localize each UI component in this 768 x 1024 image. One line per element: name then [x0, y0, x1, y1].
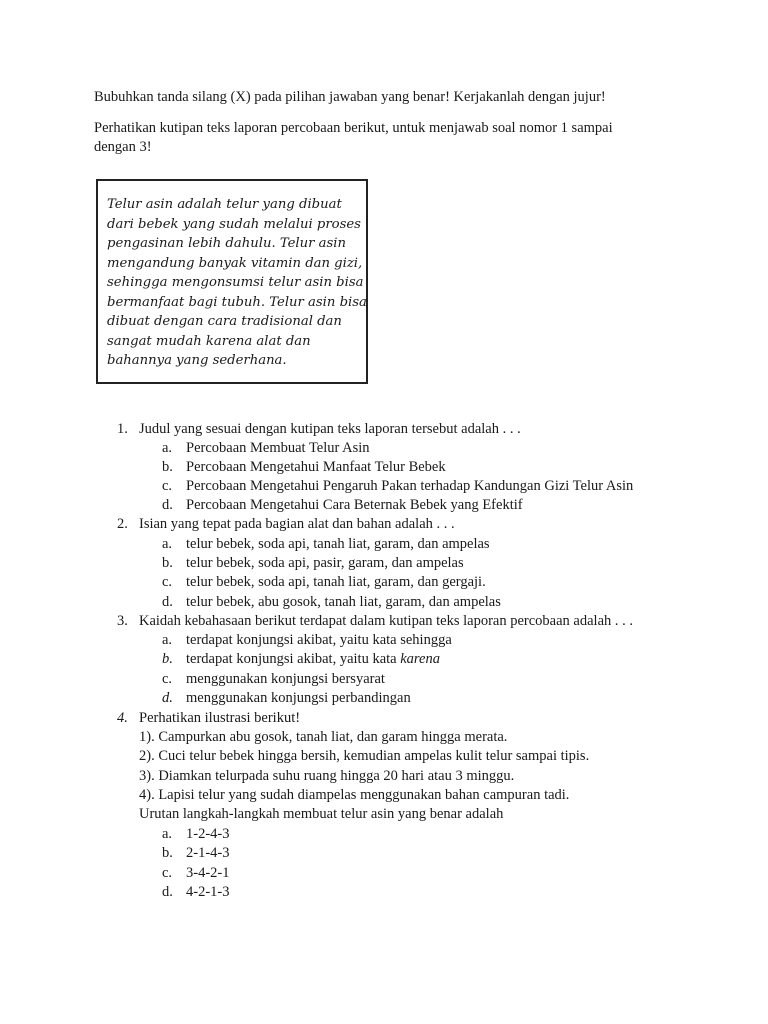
excerpt-box — [96, 179, 368, 384]
instruction-text: Bubuhkan tanda silang (X) pada pilihan jawaban yang benar! Kerjakanlah dengan jujur! — [94, 89, 606, 105]
question-number: 4. — [117, 710, 128, 726]
option-text: Percobaan Mengetahui Manfaat Telur Bebek — [186, 459, 446, 475]
excerpt-line: Telur asin adalah telur yang dibuat — [107, 197, 342, 212]
question-text: Judul yang sesuai dengan kutipan teks laporan tersebut adalah . . . — [139, 421, 521, 437]
intro-text-line-2: dengan 3! — [94, 139, 152, 155]
option-text: telur bebek, soda api, tanah liat, garam, dan ampelas — [186, 536, 490, 552]
option-text: Percobaan Membuat Telur Asin — [186, 440, 370, 456]
option-letter: c. — [162, 574, 173, 590]
question-text: Isian yang tepat pada bagian alat dan bahan adalah . . . — [139, 516, 455, 532]
option-letter: b. — [162, 555, 173, 571]
option-letter: a. — [162, 536, 173, 552]
option-letter: a. — [162, 632, 173, 648]
option-text — [186, 650, 440, 669]
excerpt-line: dibuat dengan cara tradisional dan — [107, 314, 342, 329]
intro-text-line-1: Perhatikan kutipan teks laporan percobaan berikut, untuk menjawab soal nomor 1 sampai — [94, 120, 613, 136]
option-text: 2-1-4-3 — [186, 845, 230, 861]
option-text: 1-2-4-3 — [186, 826, 230, 842]
option-letter: d. — [162, 497, 173, 513]
option-text: menggunakan konjungsi perbandingan — [186, 690, 411, 706]
option-letter: b. — [162, 651, 173, 667]
option-text: Percobaan Mengetahui Cara Beternak Bebek yang Efektif — [186, 497, 523, 513]
option-letter: c. — [162, 671, 173, 687]
option-letter: b. — [162, 459, 173, 475]
excerpt-line: sangat mudah karena alat dan — [107, 334, 311, 349]
option-text-prefix: terdapat konjungsi akibat, yaitu kata — [186, 651, 401, 667]
excerpt-line: bermanfaat bagi tubuh. Telur asin bisa — [107, 295, 367, 310]
option-text-italic: karena — [400, 651, 440, 667]
step-item: 4). Lapisi telur yang sudah diampelas menggunakan bahan campuran tadi. — [139, 787, 570, 803]
option-letter: d. — [162, 594, 173, 610]
option-text: 4-2-1-3 — [186, 884, 230, 900]
step-item: 1). Campurkan abu gosok, tanah liat, dan garam hingga merata. — [139, 729, 508, 745]
option-text: 3-4-2-1 — [186, 865, 230, 881]
excerpt-line: sehingga mengonsumsi telur asin bisa — [107, 275, 364, 290]
option-letter: c. — [162, 865, 173, 881]
excerpt-line: dari bebek yang sudah melalui proses — [107, 217, 361, 232]
question-text: Kaidah kebahasaan berikut terdapat dalam kutipan teks laporan percobaan adalah . . . — [139, 613, 633, 629]
option-letter: c. — [162, 478, 173, 494]
option-text: telur bebek, soda api, pasir, garam, dan ampelas — [186, 555, 464, 571]
option-letter: d. — [162, 884, 173, 900]
option-text: terdapat konjungsi akibat, yaitu kata sehingga — [186, 632, 452, 648]
option-text: Percobaan Mengetahui Pengaruh Pakan terhadap Kandungan Gizi Telur Asin — [186, 478, 634, 494]
option-letter: a. — [162, 826, 173, 842]
excerpt-line: pengasinan lebih dahulu. Telur asin — [107, 236, 346, 251]
option-text: telur bebek, abu gosok, tanah liat, garam, dan ampelas — [186, 594, 501, 610]
option-letter: b. — [162, 845, 173, 861]
question-number: 3. — [117, 613, 128, 629]
excerpt-line: bahannya yang sederhana. — [107, 353, 287, 368]
question-number: 1. — [117, 421, 128, 437]
excerpt-line: mengandung banyak vitamin dan gizi, — [107, 256, 363, 271]
option-letter: d. — [162, 690, 173, 706]
option-text: menggunakan konjungsi bersyarat — [186, 671, 385, 687]
step-item: 3). Diamkan telurpada suhu ruang hingga 20 hari atau 3 minggu. — [139, 768, 515, 784]
question-text: Perhatikan ilustrasi berikut! — [139, 710, 301, 726]
option-text: telur bebek, soda api, tanah liat, garam, dan gergaji. — [186, 574, 486, 590]
question-prompt: Urutan langkah-langkah membuat telur asin yang benar adalah — [139, 806, 504, 822]
question-number: 2. — [117, 516, 128, 532]
option-letter: a. — [162, 440, 173, 456]
step-item: 2). Cuci telur bebek hingga bersih, kemudian ampelas kulit telur sampai tipis. — [139, 748, 590, 764]
